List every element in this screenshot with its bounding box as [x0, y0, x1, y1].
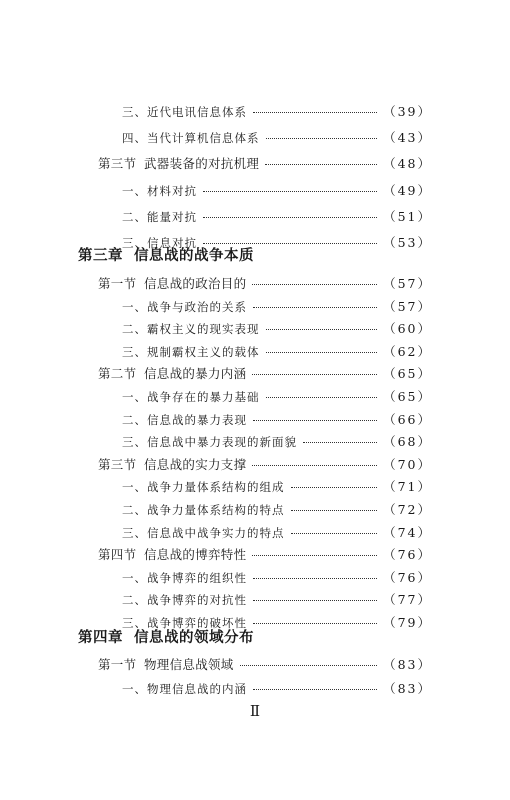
chapter-number: 第三章 [78, 248, 123, 264]
entry-title [122, 502, 285, 518]
entry-title [122, 130, 260, 146]
toc-section-entry [98, 457, 432, 473]
entry-title-text: 四、当代计算机信息体系 [122, 131, 260, 146]
dot-leader [303, 441, 377, 443]
entry-title-text: 一、战争与政治的关系 [122, 299, 247, 314]
entry-page-number: （77） [383, 592, 432, 608]
toc-subsection-entry [122, 389, 432, 405]
toc-section-entry [98, 547, 432, 563]
entry-page-number: （76） [383, 547, 432, 563]
dot-leader [291, 509, 378, 511]
entry-page-number: （51） [383, 208, 432, 224]
entry-title [122, 592, 247, 608]
entry-title [98, 547, 246, 563]
entry-page-number: （74） [383, 524, 432, 540]
entry-title-text: 一、战争存在的暴力基础 [122, 390, 260, 404]
entry-page-number: （60） [383, 321, 432, 337]
entry-title [122, 183, 197, 199]
entry-page-number: （57） [383, 298, 432, 314]
entry-page-number: （83） [383, 681, 432, 696]
chapter-title: 信息战的领域分布 [134, 630, 254, 646]
toc-subsection-entry [122, 525, 432, 541]
section-number: 第四节 [98, 547, 137, 563]
entry-title-text: 一、战争力量体系结构的组成 [122, 480, 285, 495]
entry-page-number: （43） [383, 130, 432, 146]
toc-subsection-entry [122, 681, 432, 697]
entry-title-text: 信息战的实力支撑 [144, 456, 247, 472]
entry-page-number: （70） [383, 456, 432, 472]
dot-leader [265, 163, 377, 165]
toc-subsection-entry [122, 570, 432, 586]
chapter-heading-3 [78, 244, 254, 265]
entry-page-number: （72） [383, 502, 432, 517]
toc-subsection-entry [122, 183, 432, 199]
toc-section-entry [98, 276, 432, 292]
dot-leader [266, 137, 378, 139]
entry-title [98, 276, 246, 292]
entry-title [122, 209, 197, 225]
dot-leader [253, 577, 377, 579]
section-number: 第三节 [98, 156, 137, 172]
dot-leader [266, 396, 378, 398]
toc-subsection-entry [122, 412, 432, 428]
entry-title-text: 二、战争博弈的对抗性 [122, 593, 247, 608]
entry-page-number: （48） [383, 156, 432, 172]
entry-title-text: 信息战的政治目的 [144, 276, 247, 291]
entry-title [122, 570, 247, 586]
toc-subsection-entry [122, 299, 432, 315]
entry-title-text: 信息战的暴力内涵 [144, 366, 247, 382]
entry-title-text: 三、信息战中暴力表现的新面貌 [122, 435, 297, 450]
entry-title-text: 二、能量对抗 [122, 209, 197, 224]
entry-title-text: 三、规制霸权主义的载体 [122, 344, 260, 359]
dot-leader [291, 486, 378, 488]
entry-title-text: 三、信息战中战争实力的特点 [122, 525, 285, 540]
toc-section-entry [98, 657, 432, 673]
section-number: 第二节 [98, 366, 137, 382]
dot-leader [203, 190, 377, 192]
entry-title [122, 479, 285, 495]
dot-leader [252, 554, 377, 556]
entry-page-number: （76） [383, 569, 432, 585]
entry-title-text: 物理信息战领域 [144, 657, 234, 672]
entry-title-text: 一、战争博弈的组织性 [122, 570, 247, 585]
dot-leader [253, 111, 377, 113]
entry-page-number: （83） [383, 657, 432, 672]
toc-subsection-entry [122, 479, 432, 495]
entry-title [122, 412, 247, 428]
dot-leader [253, 306, 377, 308]
entry-title-text: 信息战的博弈特性 [144, 547, 247, 563]
entry-page-number: （39） [383, 104, 432, 119]
dot-leader [266, 328, 378, 330]
entry-title-text: 三、信息对抗 [122, 236, 197, 250]
entry-page-number: （66） [383, 411, 432, 427]
toc-subsection-entry [122, 434, 432, 450]
entry-title-text: 二、战争力量体系结构的特点 [122, 503, 285, 517]
entry-title [122, 321, 260, 337]
entry-title-text: 一、材料对抗 [122, 183, 197, 198]
entry-title-text: 二、信息战的暴力表现 [122, 412, 247, 427]
entry-page-number: （65） [383, 389, 432, 404]
page-number: Ⅱ [249, 702, 261, 720]
dot-leader [253, 688, 377, 690]
toc-section-entry [98, 156, 432, 172]
entry-title [98, 657, 234, 673]
entry-title [98, 366, 246, 382]
entry-title [122, 104, 247, 120]
entry-page-number: （53） [383, 235, 432, 250]
toc-subsection-entry [122, 321, 432, 337]
chapter-heading-4 [78, 626, 254, 647]
entry-page-number: （57） [383, 276, 432, 291]
toc-subsection-entry [122, 209, 432, 225]
entry-page-number: （71） [383, 479, 432, 495]
toc-subsection-entry [122, 130, 432, 146]
dot-leader [253, 599, 377, 601]
toc-subsection-entry [122, 104, 432, 120]
section-number: 第一节 [98, 276, 137, 291]
entry-title [98, 156, 259, 172]
entry-page-number: （65） [383, 366, 432, 382]
toc-section-entry [98, 366, 432, 382]
dot-leader [240, 664, 377, 666]
entry-page-number: （62） [383, 343, 432, 359]
section-number: 第一节 [98, 657, 137, 672]
entry-title [122, 681, 247, 697]
entry-title [122, 525, 285, 541]
toc-subsection-entry [122, 502, 432, 518]
entry-page-number: （79） [383, 615, 432, 630]
chapter-title: 信息战的战争本质 [134, 248, 254, 264]
entry-title-text: 三、战争博弈的破坏性 [122, 616, 247, 630]
entry-title [122, 344, 260, 360]
entry-title [122, 299, 247, 315]
dot-leader [253, 419, 377, 421]
entry-title-text: 二、霸权主义的现实表现 [122, 322, 260, 337]
section-number: 第三节 [98, 456, 137, 472]
dot-leader [291, 532, 378, 534]
dot-leader [266, 351, 378, 353]
toc-subsection-entry [122, 592, 432, 608]
dot-leader [252, 464, 377, 466]
entry-page-number: （49） [383, 182, 432, 198]
dot-leader [203, 216, 377, 218]
entry-title [122, 434, 297, 450]
entry-title [98, 457, 246, 473]
entry-page-number: （68） [383, 434, 432, 450]
entry-title-text: 一、物理信息战的内涵 [122, 682, 247, 696]
dot-leader [252, 283, 377, 285]
entry-title [122, 389, 260, 405]
entry-title-text: 三、近代电讯信息体系 [122, 105, 247, 119]
chapter-number: 第四章 [78, 630, 123, 646]
dot-leader [253, 622, 377, 624]
toc-subsection-entry [122, 344, 432, 360]
entry-title-text: 武器装备的对抗机理 [144, 156, 260, 172]
dot-leader [252, 373, 377, 375]
